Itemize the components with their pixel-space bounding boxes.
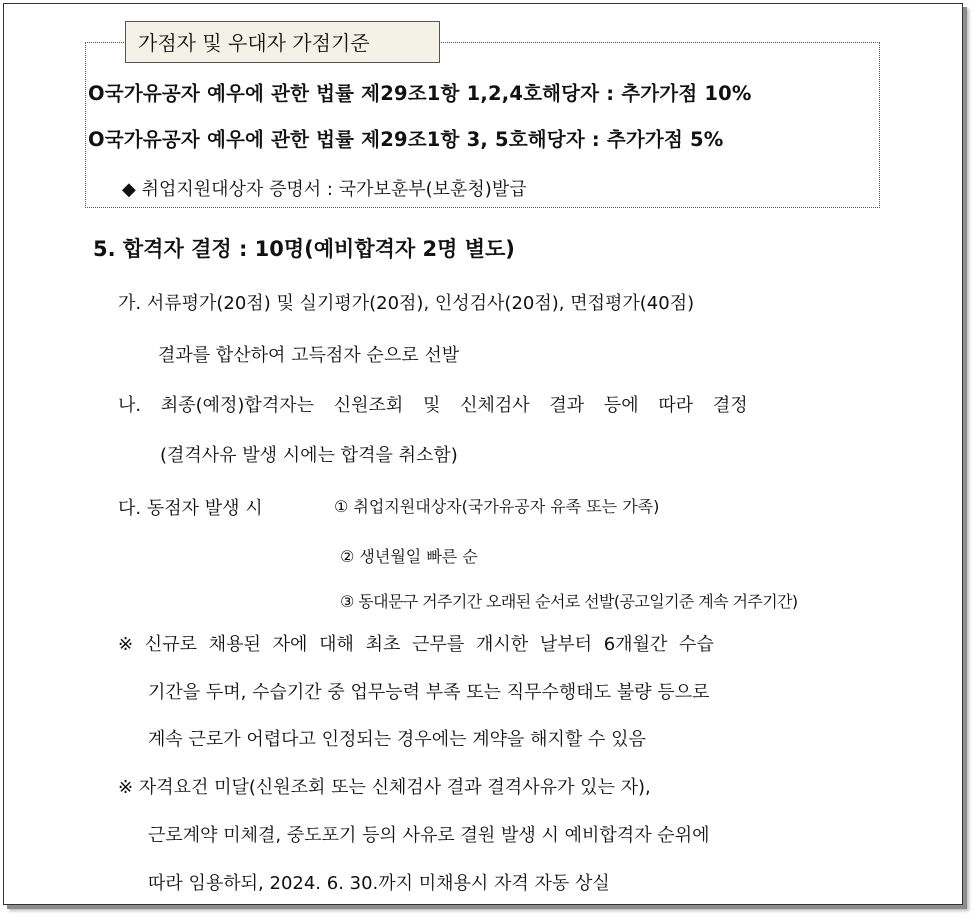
item-ga-line2: 결과를 합산하여 고득점자 순으로 선발 — [158, 345, 460, 366]
bonus-item-5-percent: O국가유공자 예우에 관한 법률 제29조1항 3, 5호해당자 : 추가가점 5% — [88, 128, 724, 151]
item-da-tiebreak-1: ① 취업지원대상자(국가유공자 유족 또는 가족) — [334, 497, 660, 516]
item-ga-line1: 가. 서류평가(20점) 및 실기평가(20점), 인성검사(20점), 면접평가(40점) — [118, 293, 695, 314]
bonus-item-10-percent: O국가유공자 예우에 관한 법률 제29조1항 1,2,4호해당자 : 추가가점 10% — [88, 82, 752, 105]
note1-line3: 계속 근로가 어렵다고 인정되는 경우에는 계약을 해지할 수 있음 — [148, 729, 646, 750]
note2-line2: 근로계약 미체결, 중도포기 등의 사유로 결원 발생 시 예비합격자 순위에 — [148, 825, 710, 846]
item-na-line1: 나. 최종(예정)합격자는 신원조회 및 신체검사 결과 등에 따라 결정 — [118, 395, 748, 416]
certificate-note: ◆ 취업지원대상자 증명서 : 국가보훈부(보훈청)발급 — [122, 179, 527, 200]
note1-line2: 기간을 두며, 수습기간 중 업무능력 부족 또는 직무수행태도 불량 등으로 — [148, 682, 710, 703]
item-na-line2: (결격사유 발생 시에는 합격을 취소함) — [160, 445, 458, 466]
item-da-tiebreak-2: ② 생년월일 빠른 순 — [340, 547, 478, 566]
section-5-heading: 5. 합격자 결정 : 10명(예비합격자 2명 별도) — [93, 237, 515, 261]
item-da-prefix: 다. 동점자 발생 시 — [118, 498, 263, 519]
item-da-tiebreak-3: ③ 동대문구 거주기간 오래된 순서로 선발(공고일기준 계속 거주기간) — [340, 592, 798, 611]
note2-line1: ※ 자격요건 미달(신원조회 또는 신체검사 결과 결격사유가 있는 자), — [118, 777, 651, 798]
bonus-criteria-title: 가점자 및 우대자 가점기준 — [125, 21, 440, 63]
note2-line3: 따라 임용하되, 2024. 6. 30.까지 미채용시 자격 자동 상실 — [148, 873, 610, 894]
note1-line1: ※ 신규로 채용된 자에 대해 최초 근무를 개시한 날부터 6개월간 수습 — [118, 634, 714, 655]
